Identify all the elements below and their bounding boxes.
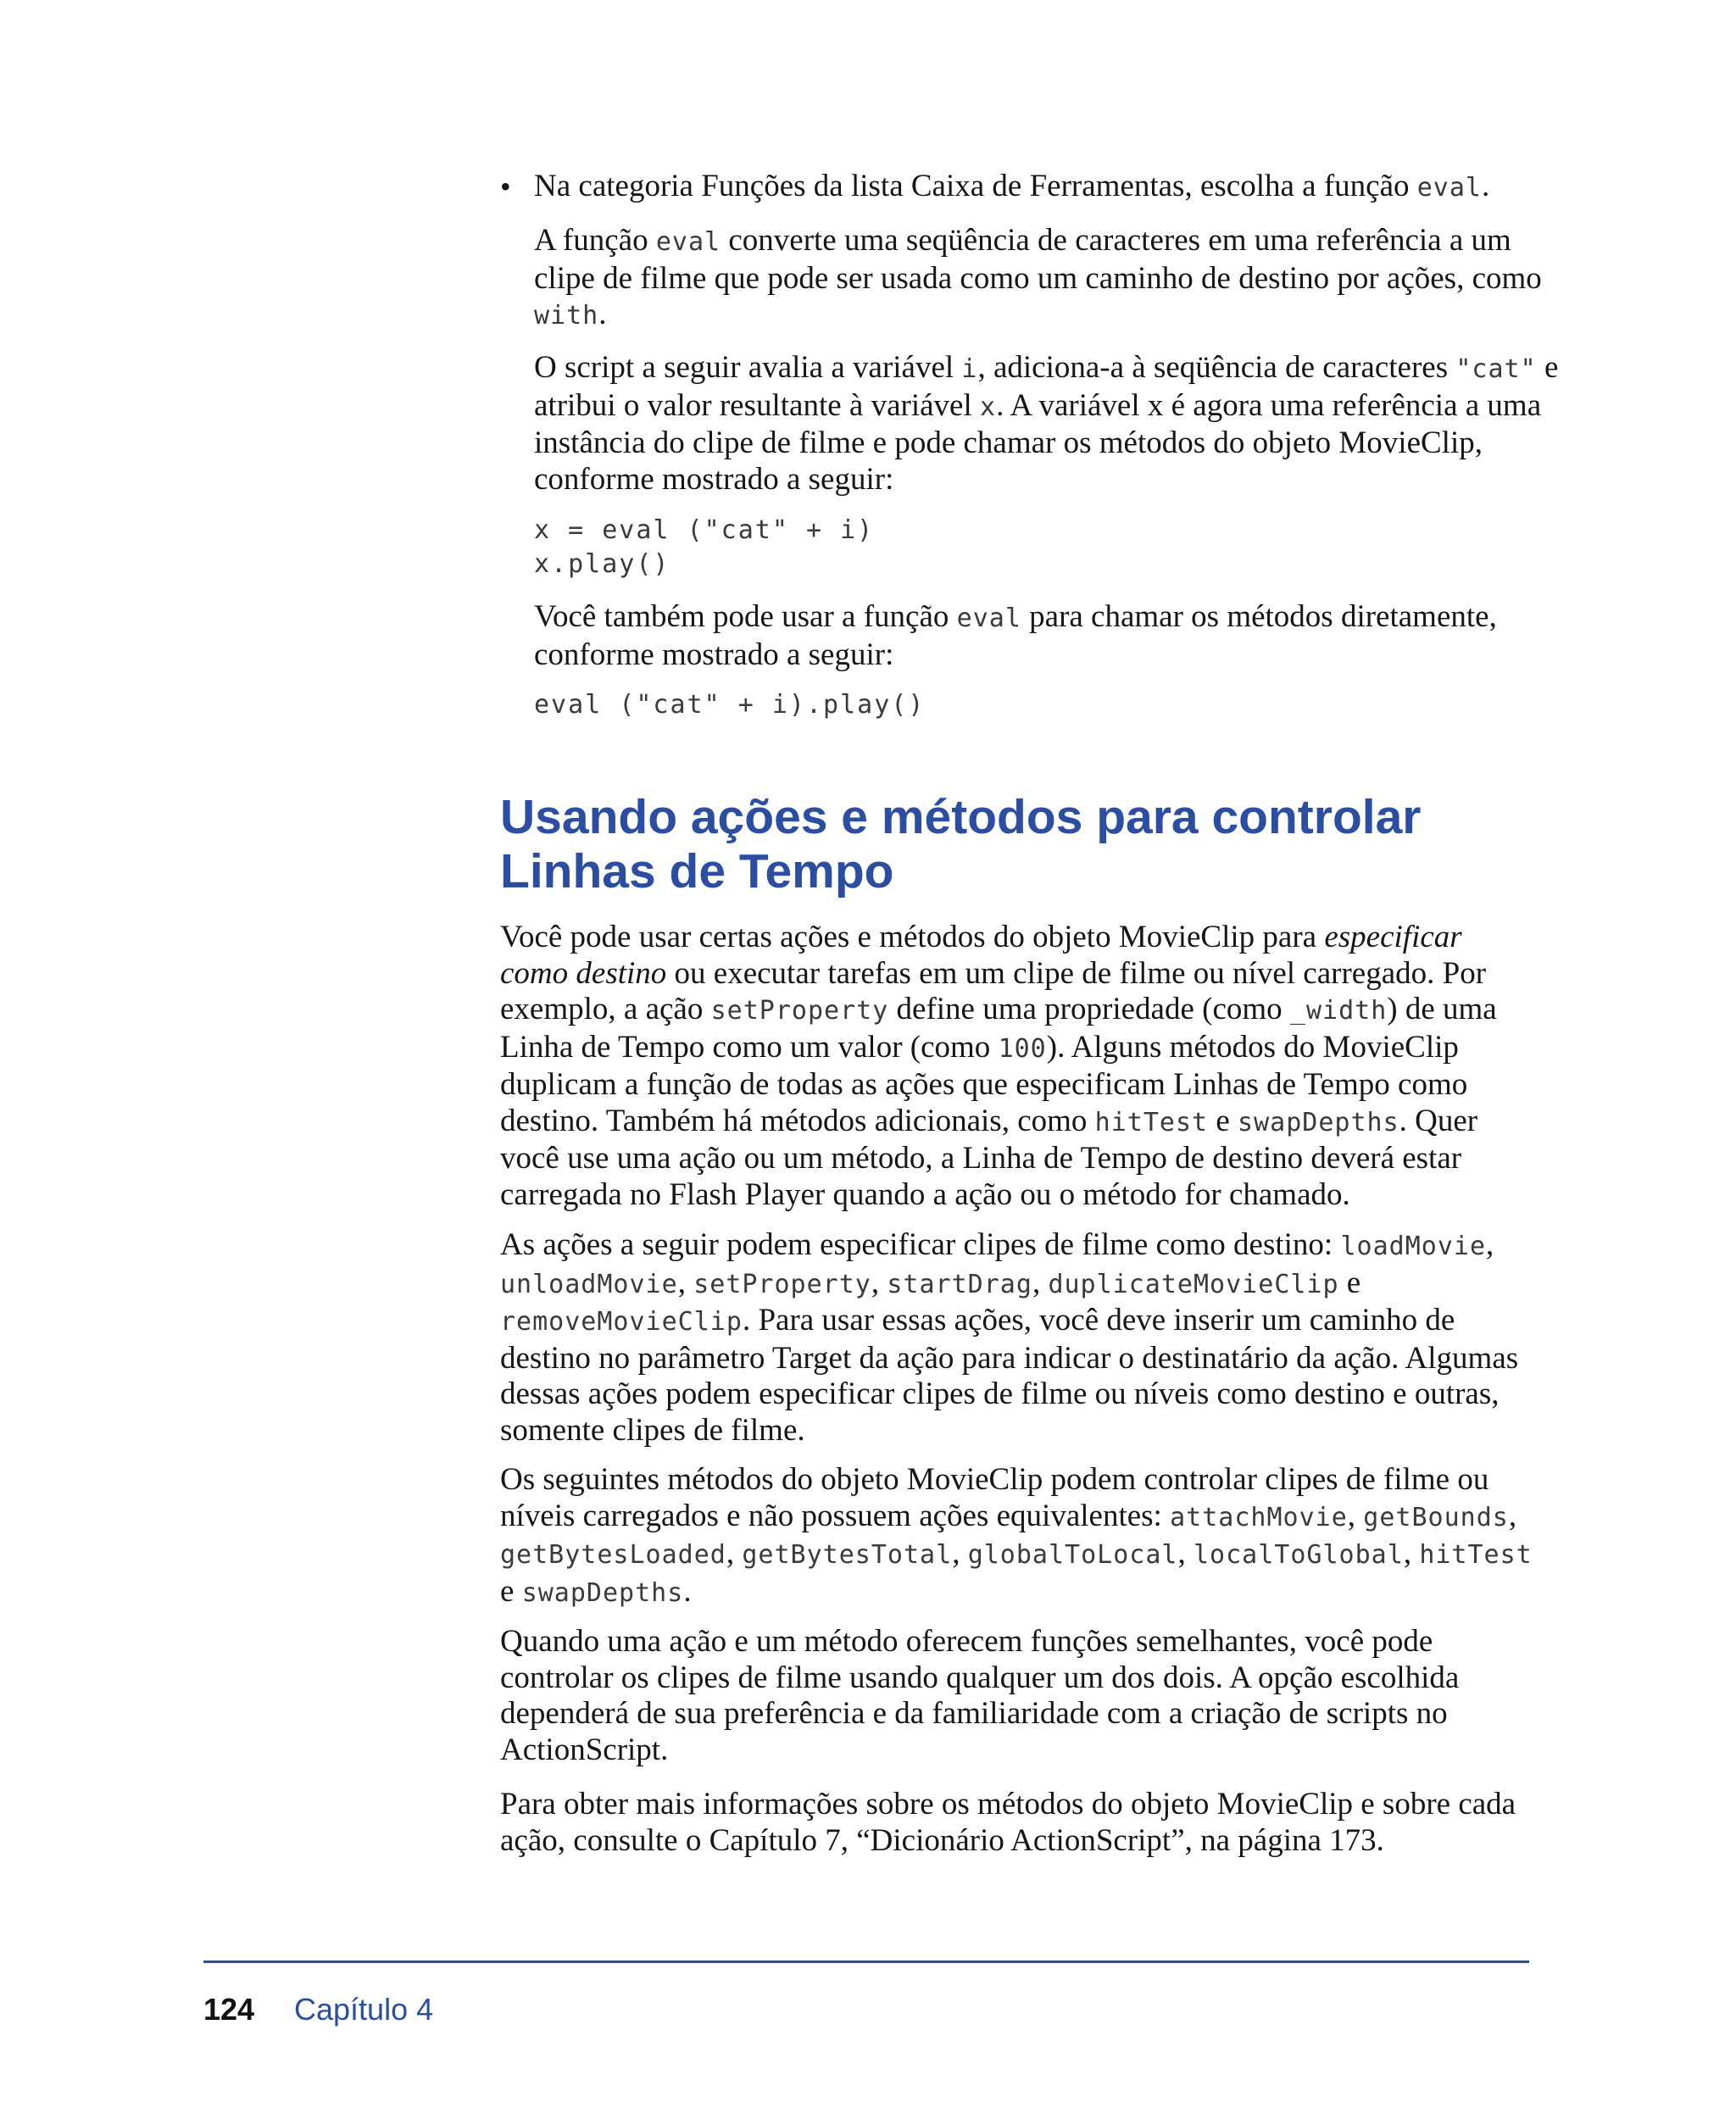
inline-code: getBytesTotal (742, 1540, 953, 1570)
paragraph-preference: Quando uma ação e um método oferecem funções semelhantes, você pode controlar os clipes de filme usando qualquer um dos dois. A opção escolhida dependerá de sua preferência e da familiaridade com a criação de scripts no ActionScript. (500, 1624, 1460, 1767)
inline-code: localToGlobal (1194, 1540, 1404, 1570)
code-block-eval-play (534, 688, 1564, 722)
section-heading: Usando ações e métodos para controlar Linhas de Tempo (500, 790, 1422, 898)
inline-code: duplicateMovieClip (1048, 1269, 1339, 1299)
paragraph-intro: Você pode usar certas ações e métodos do objeto MovieClip para especificar como destino ou executar tarefas em um clipe de filme ou nível carregado. Por exemplo, a ação setProperty define uma propriedade (como _width) de uma Linha de Tempo como um valor (como 100). Alguns métodos do MovieClip duplicam a função de todas as ações que especificam Linhas de Tempo como destino. Também há métodos adicionais, como hitTest e swapDepths. Quer você use uma ação ou um método, a Linha de Tempo de destino deverá estar carregada no Flash Player quando a ação ou o método for chamado. (500, 920, 1497, 1212)
paragraph-script-description: O script a seguir avalia a variável i, adiciona-a à seqüência de caracteres "cat" e atribui o valor resultante à variável x. A variável x é agora uma referência a uma instância do clipe de filme e pode chamar os métodos do objeto MovieClip, conforme mostrado a seguir: (534, 350, 1559, 497)
inline-code: i (961, 354, 978, 384)
inline-code: getBytesLoaded (500, 1540, 726, 1570)
bullet-icon: • (500, 170, 511, 203)
inline-code: unloadMovie (500, 1269, 678, 1299)
bullet-text: Na categoria Funções da lista Caixa de Ferramentas, escolha a função eval. (534, 169, 1490, 203)
italic-term: especificar como destino (500, 920, 1462, 991)
inline-code: removeMovieClip (500, 1307, 743, 1337)
inline-code: eval (1416, 173, 1482, 203)
code-line: eval ("cat" + i).play() (534, 690, 926, 720)
paragraph-eval-description: A função eval converte uma seqüência de caracteres em uma referência a um clipe de filme que pode ser usada como um caminho de destino por ações, como with. (534, 223, 1542, 331)
bullet-item-eval (500, 169, 1560, 207)
inline-code: getBounds (1363, 1502, 1509, 1532)
inline-code: attachMovie (1170, 1502, 1348, 1532)
inline-code: setProperty (693, 1269, 871, 1299)
code-line: x = eval ("cat" + i) (534, 515, 875, 545)
paragraph-movieclip-methods: Os seguintes métodos do objeto MovieClip podem controlar clipes de filme ou níveis carregados e não possuem ações equivalentes: attachMovie, getBounds, getBytesLoaded, getBytesTotal, globalToLocal, localToGlobal, hitTest e swapDepths. (500, 1462, 1533, 1609)
inline-code: _width (1289, 996, 1388, 1026)
inline-code: hitTest (1094, 1107, 1209, 1137)
paragraph-target-actions: As ações a seguir podem especificar clipes de filme como destino: loadMovie, unloadMovie, setProperty, startDrag, duplicateMovieClip e removeMovieClip. Para usar essas ações, você deve inserir um caminho de destino no parâmetro Target da ação para indicar o destinatário da ação. Algumas dessas ações podem especificar clipes de filme ou níveis como destino e outras, somente clipes de filme. (500, 1227, 1519, 1448)
inline-code: 100 (998, 1033, 1047, 1064)
page-number: 124 (203, 1992, 255, 2027)
inline-code: with (534, 301, 599, 331)
inline-code: x (980, 392, 997, 422)
chapter-label: Capítulo 4 (294, 1992, 434, 2027)
footer-divider (203, 1960, 1529, 1963)
inline-code: "cat" (1455, 354, 1537, 384)
paragraph-direct-call: Você também pode usar a função eval para chamar os métodos diretamente, conforme mostrado a seguir: (534, 599, 1497, 672)
inline-code: swapDepths (521, 1577, 684, 1608)
code-block-eval-assign (534, 514, 1564, 581)
inline-code: startDrag (887, 1269, 1032, 1299)
inline-code: hitTest (1419, 1540, 1533, 1570)
code-line: x.play() (534, 549, 670, 579)
inline-code: setProperty (710, 996, 889, 1026)
inline-code: eval (956, 603, 1021, 633)
paragraph-more-info: Para obter mais informações sobre os métodos do objeto MovieClip e sobre cada ação, consulte o Capítulo 7, “Dicionário ActionScript”, na página 173. (500, 1787, 1516, 1858)
inline-code: eval (655, 227, 721, 257)
inline-code: globalToLocal (967, 1540, 1178, 1570)
inline-code: swapDepths (1238, 1107, 1399, 1137)
inline-code: loadMovie (1340, 1232, 1487, 1261)
